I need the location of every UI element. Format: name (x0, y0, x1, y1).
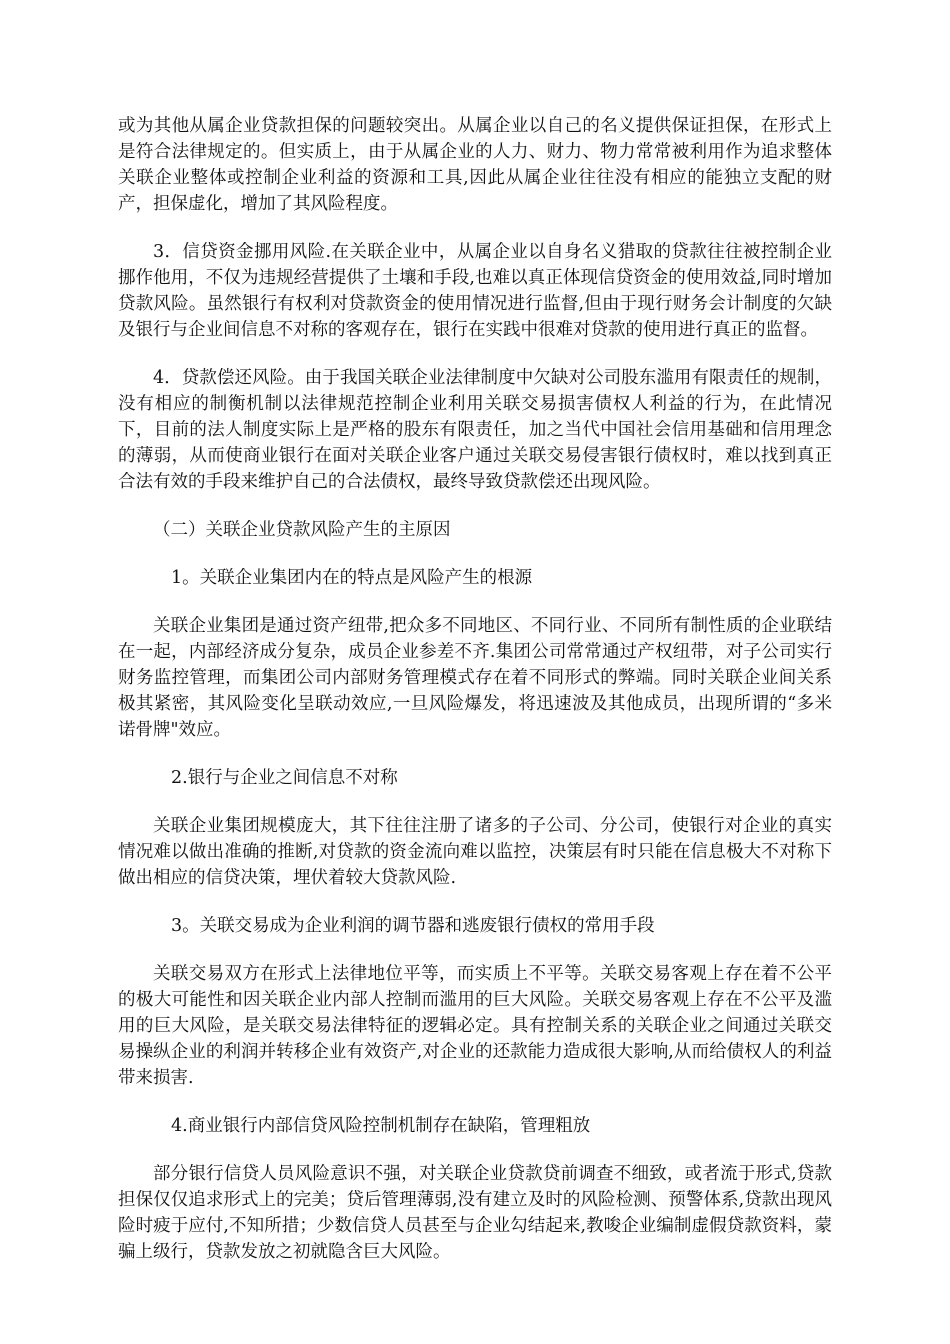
sub-heading-internal-control-defects: 4.商业银行内部信贷风险控制机制存在缺陷，管理粗放 (171, 1116, 591, 1136)
paragraph-related-transactions: 关联交易双方在形式上法律地位平等，而实质上不平等。关联交易客观上存在着不公平的极大可能性和因关联企业内部人控制而滥用的巨大风险。关联交易客观上存在不公平及滥用的巨大风险，是关联交易法律特征的逻辑必定。具有控制关系的关联企业之间通过关联交易操纵企业的利润并转移企业有效资产,对企业的还款能力造成很大影响,从而给债权人的利益带来损害. (118, 964, 832, 1088)
sub-heading-related-transactions: 3。关联交易成为企业利润的调节器和逃废银行债权的常用手段 (171, 916, 655, 936)
paragraph-guarantee-risk-continuation: 或为其他从属企业贷款担保的问题较突出。从属企业以自己的名义提供保证担保，在形式上是符合法律规定的。但实质上，由于从属企业的人力、财力、物力常常被利用作为追求整体关联企业整体或控制企业利益的资源和工具,因此从属企业往往没有相应的能独立支配的财产，担保虚化，增加了其风险程度。 (118, 116, 832, 214)
paragraph-information-asymmetry: 关联企业集团规模庞大，其下往往注册了诸多的子公司、分公司，使银行对企业的真实情况难以做出准确的推断,对贷款的资金流向难以监控，决策层有时只能在信息极大不对称下做出相应的信贷决策，埋伏着较大贷款风险. (118, 816, 832, 888)
document-page (118, 113, 832, 1287)
paragraph-group-characteristics: 关联企业集团是通过资产纽带,把众多不同地区、不同行业、不同所有制性质的企业联结在一起，内部经济成分复杂，成员企业参差不齐.集团公司常常通过产权纽带，对子公司实行财务监控管理，而集团公司内部财务管理模式存在着不同形式的弊端。同时关联企业间关系极其紧密，其风险变化呈联动效应,一旦风险爆发，将迅速波及其他成员，出现所谓的“多米诺骨牌"效应。 (118, 616, 832, 740)
paragraph-internal-control-defects: 部分银行信贷人员风险意识不强，对关联企业贷款贷前调查不细致，或者流于形式,贷款担保仅仅追求形式上的完美；贷后管理薄弱,没有建立及时的风险检测、预警体系,贷款出现风险时疲于应付,不知所措；少数信贷人员甚至与企业勾结起来,教唆企业编制虚假贷款资料，蒙骗上级行，贷款发放之初就隐含巨大风险。 (118, 1164, 832, 1262)
paragraph-credit-fund-misuse-risk: 3．信贷资金挪用风险.在关联企业中，从属企业以自身名义猎取的贷款往往被控制企业挪作他用，不仅为违规经营提供了土壤和手段,也难以真正体现信贷资金的使用效益,同时增加贷款风险。虽然银行有权利对贷款资金的使用情况进行监督,但由于现行财务会计制度的欠缺及银行与企业间信息不对称的客观存在，银行在实践中很难对贷款的使用进行真正的监督。 (118, 242, 832, 340)
paragraph-loan-repayment-risk: 4．贷款偿还风险。由于我国关联企业法律制度中欠缺对公司股东滥用有限责任的规制，没有相应的制衡机制以法律规范控制企业利用关联交易损害债权人利益的行为，在此情况下，目前的法人制度实际上是严格的股东有限责任，加之当代中国社会信用基础和信用理念的薄弱，从而使商业银行在面对关联企业客户通过关联交易侵害银行债权时，难以找到真正合法有效的手段来维护自己的合法债权，最终导致贷款偿还出现风险。 (118, 368, 832, 492)
sub-heading-group-characteristics: 1。关联企业集团内在的特点是风险产生的根源 (171, 568, 533, 588)
sub-heading-information-asymmetry: 2.银行与企业之间信息不对称 (171, 768, 398, 788)
section-heading-main-causes: （二）关联企业贷款风险产生的主原因 (153, 520, 451, 540)
